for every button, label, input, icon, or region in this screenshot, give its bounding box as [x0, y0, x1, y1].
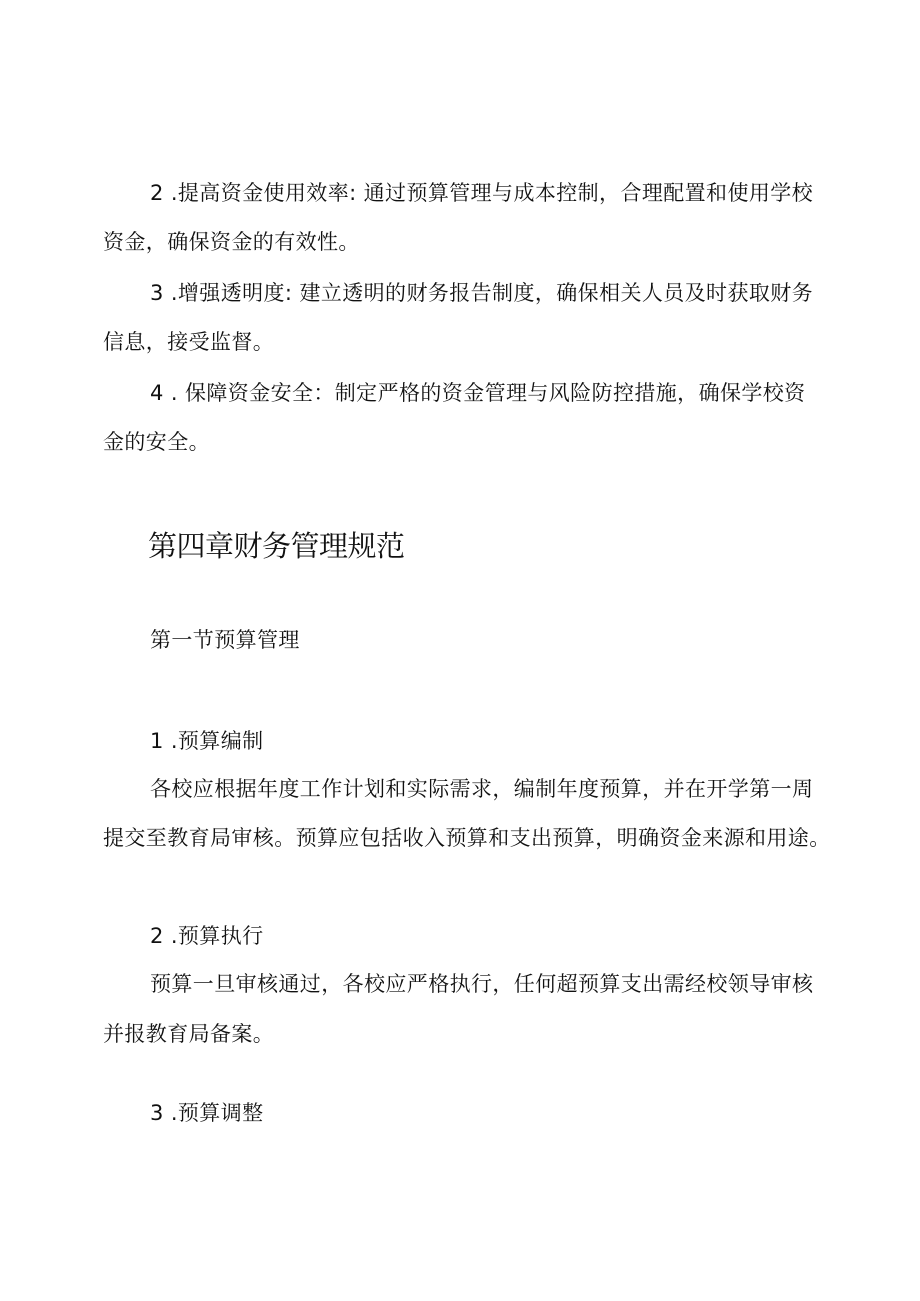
- subsection-1-body-line-2: 提交至教育局审核。预算应包括收入预算和支出预算，明确资金来源和用途。: [103, 826, 831, 850]
- item-3-line-1: 3 .增强透明度: 建立透明的财务报告制度，确保相关人员及时获取财务: [150, 281, 814, 305]
- item-3-line-2: 信息，接受监督。: [103, 330, 275, 354]
- subsection-2-body-line-2: 并报教育局备案。: [103, 1022, 275, 1046]
- item-2-line-2: 资金，确保资金的有效性。: [103, 230, 360, 254]
- subsection-2-body-line-1: 预算一旦审核通过，各校应严格执行，任何超预算支出需经校领导审核: [150, 972, 814, 996]
- chapter-title: 第四章财务管理规范: [148, 529, 405, 563]
- item-2-line-1: 2 .提高资金使用效率: 通过预算管理与成本控制，合理配置和使用学校: [150, 181, 814, 205]
- subsection-1-heading: 1 .预算编制: [150, 729, 264, 753]
- subsection-1-body-line-1: 各校应根据年度工作计划和实际需求，编制年度预算，并在开学第一周: [150, 777, 814, 801]
- subsection-2-heading: 2 .预算执行: [150, 924, 264, 948]
- subsection-3-heading: 3 .预算调整: [150, 1101, 264, 1125]
- section-title: 第一节预算管理: [150, 628, 300, 652]
- item-4-line-2: 金的安全。: [103, 430, 210, 454]
- item-4-line-1: 4 . 保障资金安全：制定严格的资金管理与风险防控措施，确保学校资: [150, 381, 806, 405]
